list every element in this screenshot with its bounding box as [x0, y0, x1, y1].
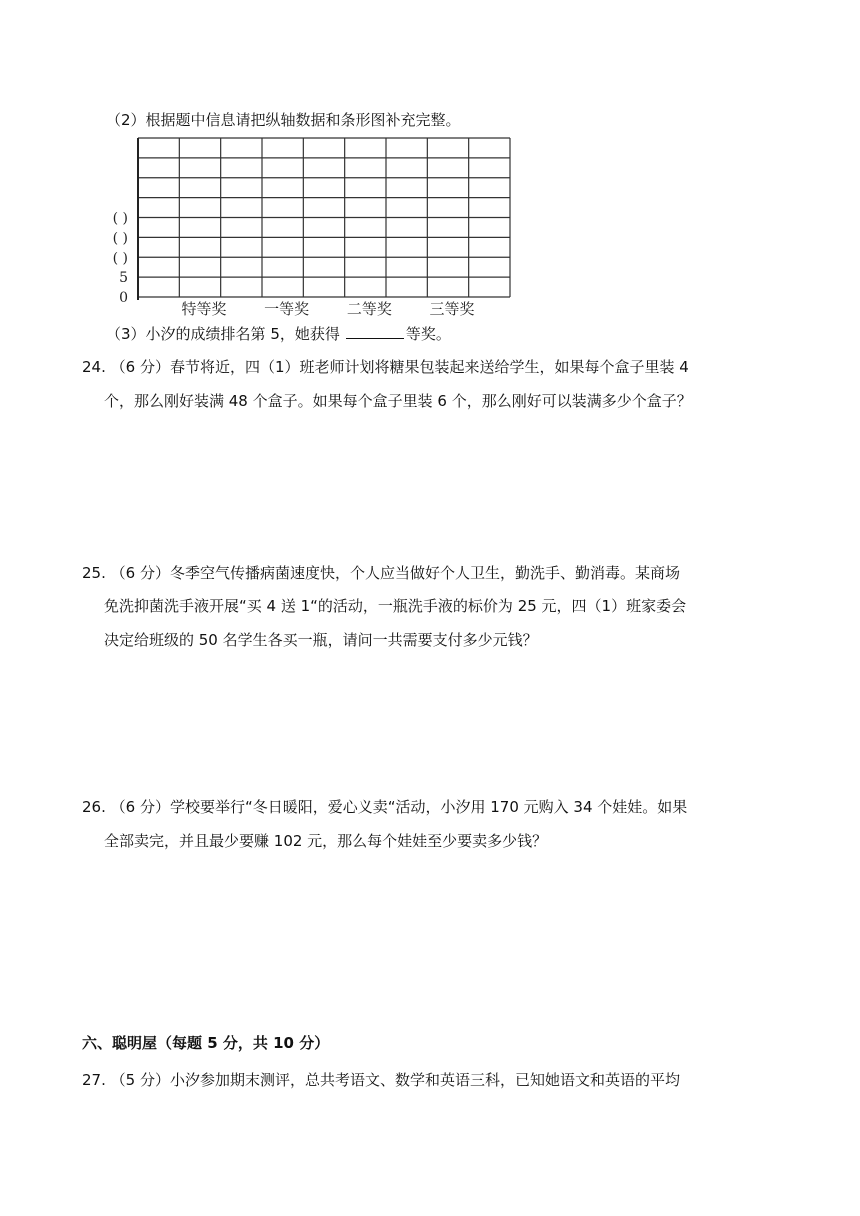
- q27-score: （5 分）: [110, 1071, 170, 1089]
- q23-part3-suffix: 等奖。: [405, 325, 451, 343]
- chart-grid: [138, 138, 510, 300]
- q26-line2: 全部卖完，并且最少要赚 102 元，那么每个娃娃至少要卖多少钱？: [104, 832, 548, 850]
- q26-text-1: 学校要举行“冬日暖阳，爱心义卖“活动，小汐用 170 元购入 34 个娃娃。如果: [169, 798, 688, 816]
- y-tick-label: ( ): [112, 210, 128, 227]
- q24-score: （6 分）: [110, 358, 170, 376]
- q23-part3-text: （3）小汐的成绩排名第 5，她获得: [106, 325, 340, 343]
- x-tick-label: 特等奖: [181, 300, 227, 316]
- q25-score: （6 分）: [110, 564, 170, 582]
- q24-text-1: 春节将近，四（1）班老师计划将糖果包装起来送给学生，如果每个盒子里装 4: [169, 358, 689, 376]
- q25-line1: [82, 563, 680, 583]
- q26-number: 26.: [82, 798, 106, 816]
- q27-number: 27.: [82, 1071, 106, 1089]
- q25-line3: 决定给班级的 50 名学生各买一瓶，请问一共需要支付多少元钱？: [104, 631, 538, 649]
- q25-text-1: 冬季空气传播病菌速度快，个人应当做好个人卫生，勤洗手、勤消毒。某商场: [169, 564, 680, 582]
- q26-line1: [82, 797, 687, 817]
- q27-text-1: 小汐参加期末测评，总共考语文、数学和英语三科，已知她语文和英语的平均: [169, 1071, 680, 1089]
- x-tick-label: 三等奖: [429, 300, 475, 316]
- chart-y-axis-labels: [113, 211, 128, 307]
- q24-line2: 个，那么刚好装满 48 个盒子。如果每个盒子里装 6 个，那么刚好可以装满多少个盒子？: [104, 392, 692, 410]
- q23-part3: [106, 323, 451, 344]
- q24-number: 24.: [82, 358, 106, 376]
- q25-number: 25.: [82, 564, 106, 582]
- x-tick-label: 一等奖: [264, 300, 310, 316]
- q27-line1: [82, 1070, 680, 1090]
- y-tick-label: 0: [119, 290, 128, 306]
- q25-line2: 免洗抑菌洗手液开展“买 4 送 1“的活动，一瓶洗手液的标价为 25 元，四（1）班家委会: [104, 597, 687, 615]
- q26-score: （6 分）: [110, 798, 170, 816]
- y-tick-label: 5: [119, 270, 128, 287]
- answer-blank[interactable]: [346, 323, 404, 339]
- chart-x-axis-labels: [181, 300, 474, 316]
- section-heading: 六、聪明屋（每题 5 分，共 10 分）: [82, 1034, 330, 1052]
- q23-part2: （2）根据题中信息请把纵轴数据和条形图补充完整。: [106, 111, 461, 129]
- y-tick-label: ( ): [112, 250, 128, 267]
- y-tick-label: ( ): [112, 230, 128, 247]
- bar-chart: [98, 130, 518, 316]
- x-tick-label: 二等奖: [346, 300, 392, 316]
- q24-line1: [82, 357, 689, 377]
